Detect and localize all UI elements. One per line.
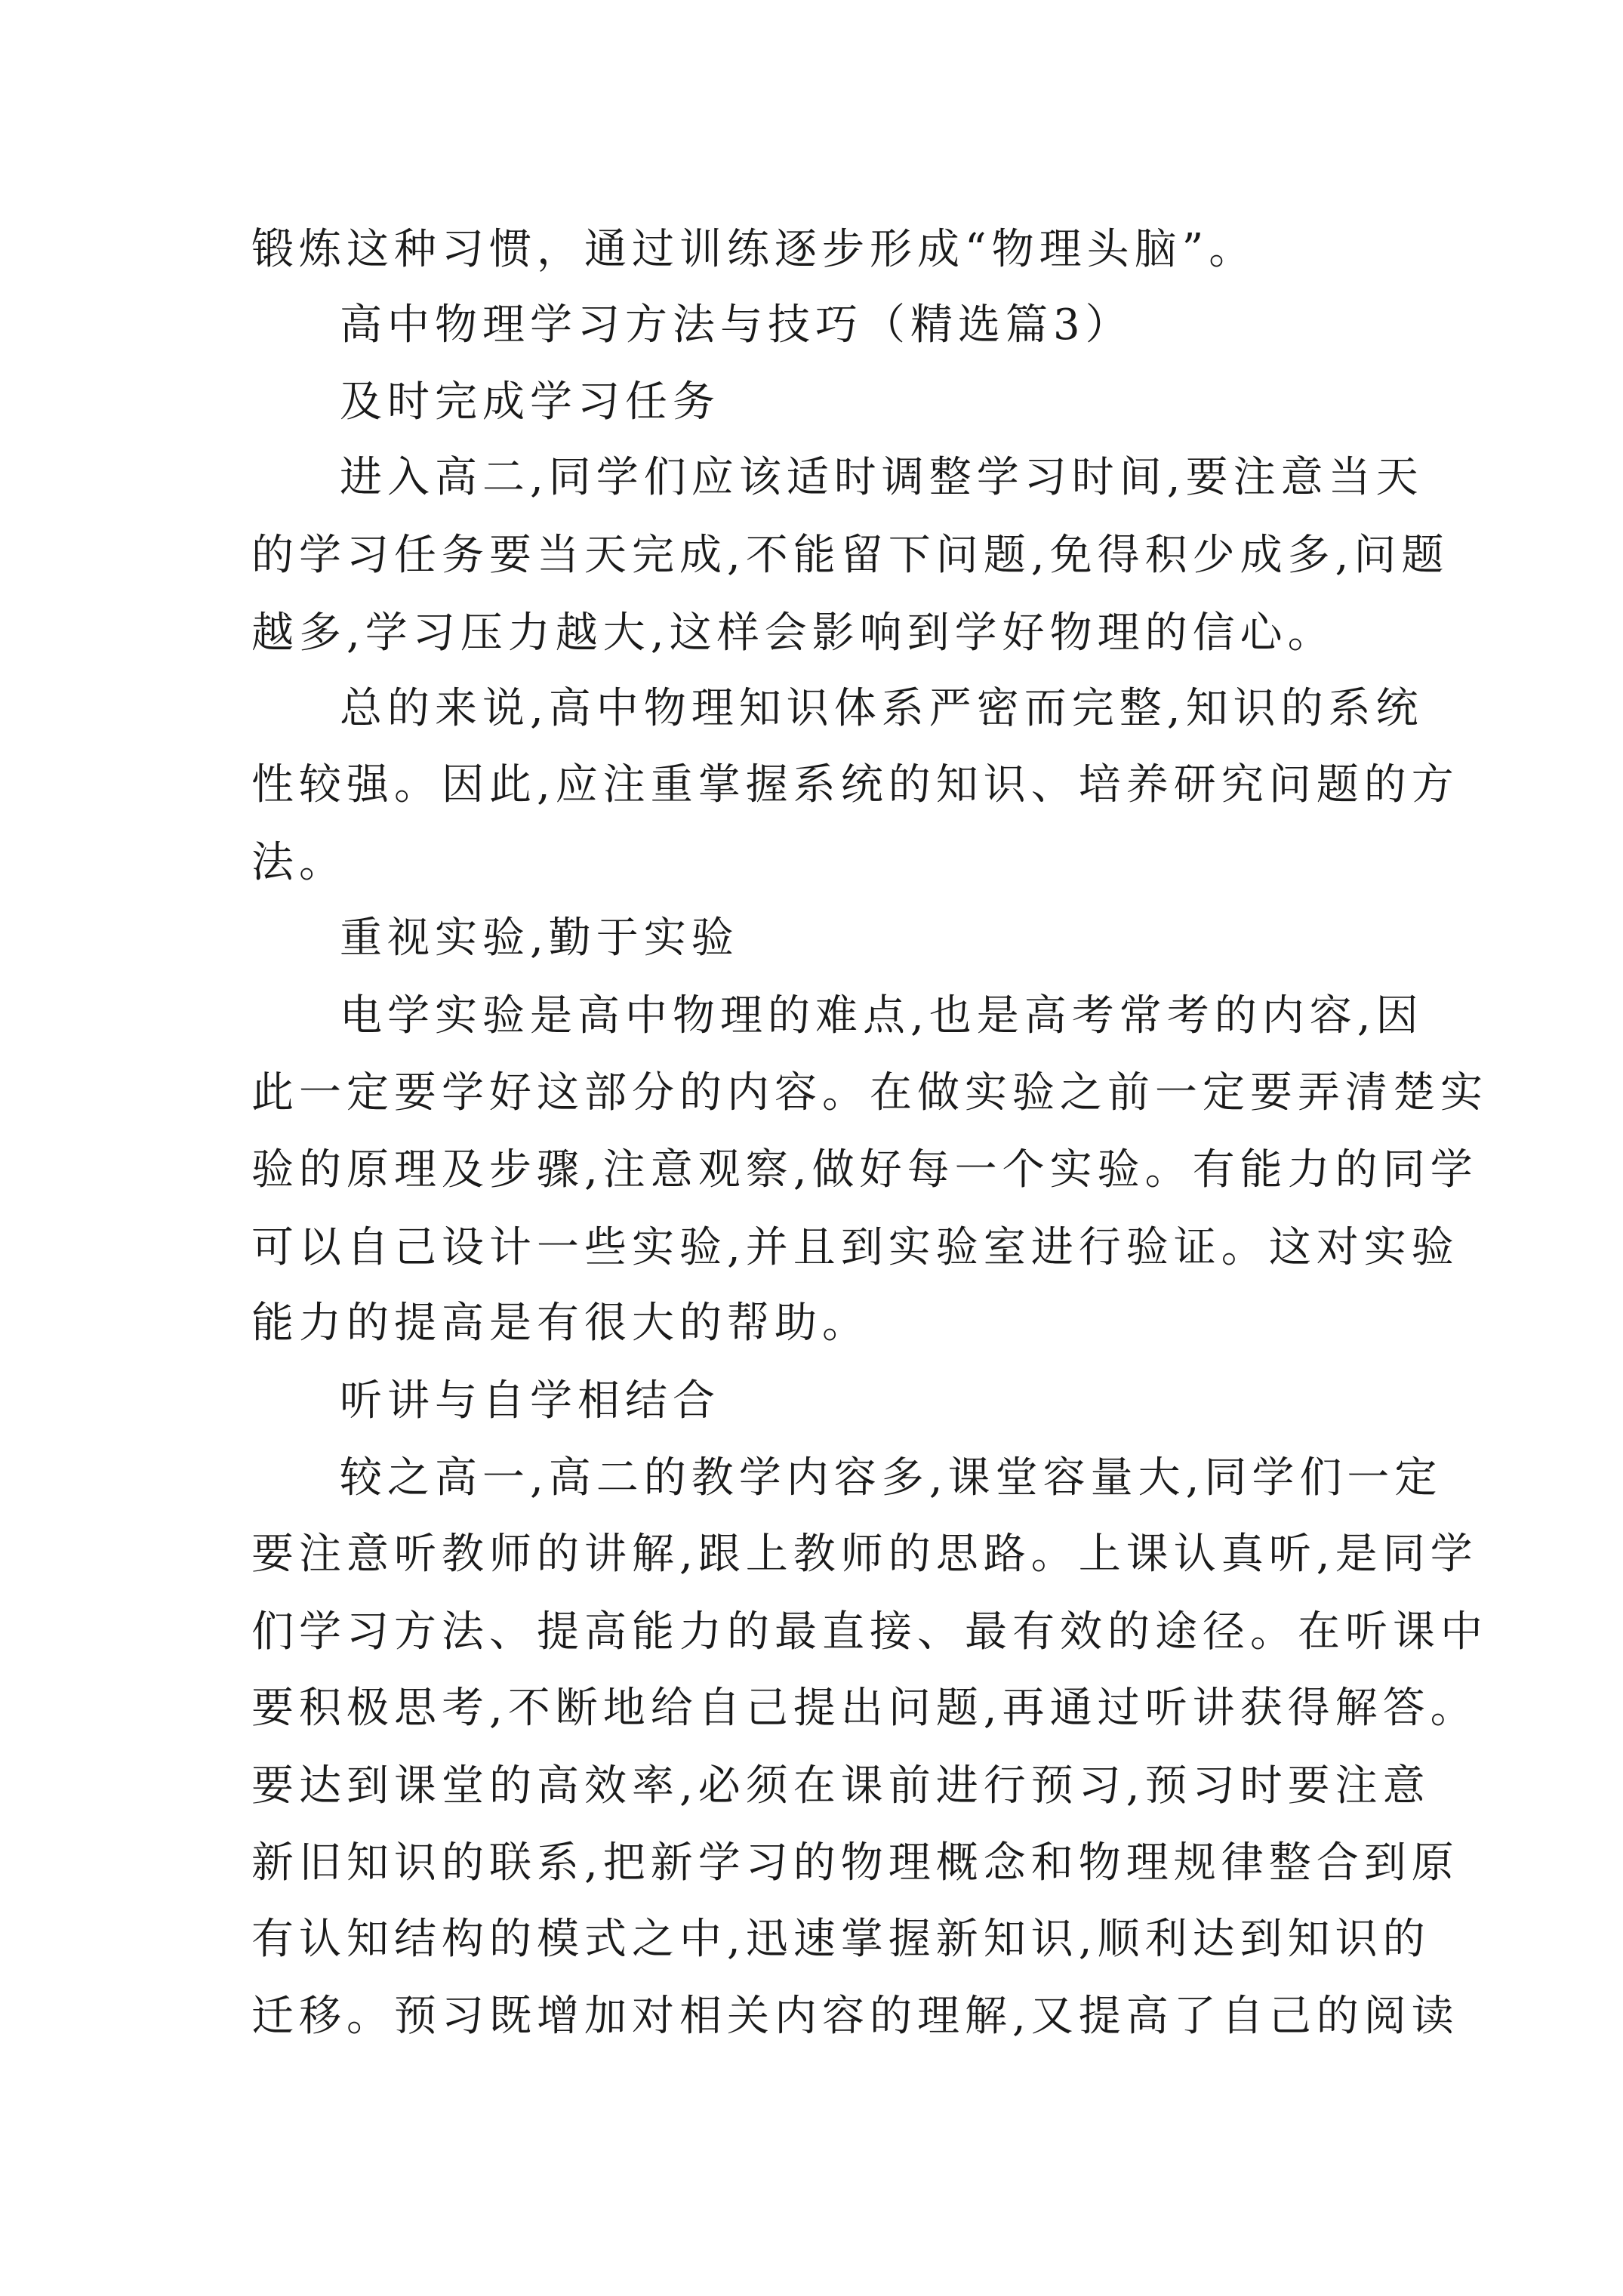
section-title: 高中物理学习方法与技巧（精选篇3）	[340, 300, 1133, 350]
subheading: 重视实验,勤于实验	[340, 914, 739, 963]
paragraph-line: 性较强。因此,应注重掌握系统的知识、培养研究问题的方	[251, 760, 1459, 809]
paragraph-line: 总的来说,高中物理知识体系严密而完整,知识的系统	[340, 684, 1424, 733]
paragraph-line: 能力的提高是有很大的帮助。	[251, 1299, 870, 1348]
subheading: 听讲与自学相结合	[340, 1376, 720, 1425]
paragraph-line: 要达到课堂的高效率,必须在课前进行预习,预习时要注意	[251, 1761, 1431, 1811]
paragraph-line: 此一定要学好这部分的内容。在做实验之前一定要弄清楚实	[251, 1068, 1488, 1117]
paragraph-line: 新旧知识的联系,把新学习的物理概念和物理规律整合到原	[251, 1838, 1459, 1888]
paragraph-line: 们学习方法、提高能力的最直接、最有效的途径。在听课中	[251, 1607, 1488, 1657]
paragraph-line: 可以自己设计一些实验,并且到实验室进行验证。这对实验	[251, 1223, 1459, 1272]
paragraph-line: 要注意听教师的讲解,跟上教师的思路。上课认真听,是同学	[251, 1530, 1478, 1579]
subheading: 及时完成学习任务	[340, 378, 720, 427]
paragraph-line: 电学实验是高中物理的难点,也是高考常考的内容,因	[340, 991, 1424, 1040]
paragraph-line: 要积极思考,不断地给自己提出问题,再通过听讲获得解答。	[251, 1684, 1478, 1733]
paragraph-line: 越多,学习压力越大,这样会影响到学好物理的信心。	[251, 609, 1335, 658]
paragraph-line: 的学习任务要当天完成,不能留下问题,免得积少成多,问题	[251, 531, 1449, 580]
text-line: 锻炼这种习惯，通过训练逐步形成“物理头脑”。	[251, 225, 1257, 274]
paragraph-line: 验的原理及步骤,注意观察,做好每一个实验。有能力的同学	[251, 1145, 1478, 1194]
paragraph-line: 较之高一,高二的教学内容多,课堂容量大,同学们一定	[340, 1453, 1443, 1502]
paragraph-line: 法。	[251, 838, 346, 887]
paragraph-line: 进入高二,同学们应该适时调整学习时间,要注意当天	[340, 453, 1424, 502]
paragraph-line: 有认知结构的模式之中,迅速掌握新知识,顺利达到知识的	[251, 1915, 1431, 1964]
paragraph-line: 迁移。预习既增加对相关内容的理解,又提高了自己的阅读	[251, 1992, 1459, 2041]
